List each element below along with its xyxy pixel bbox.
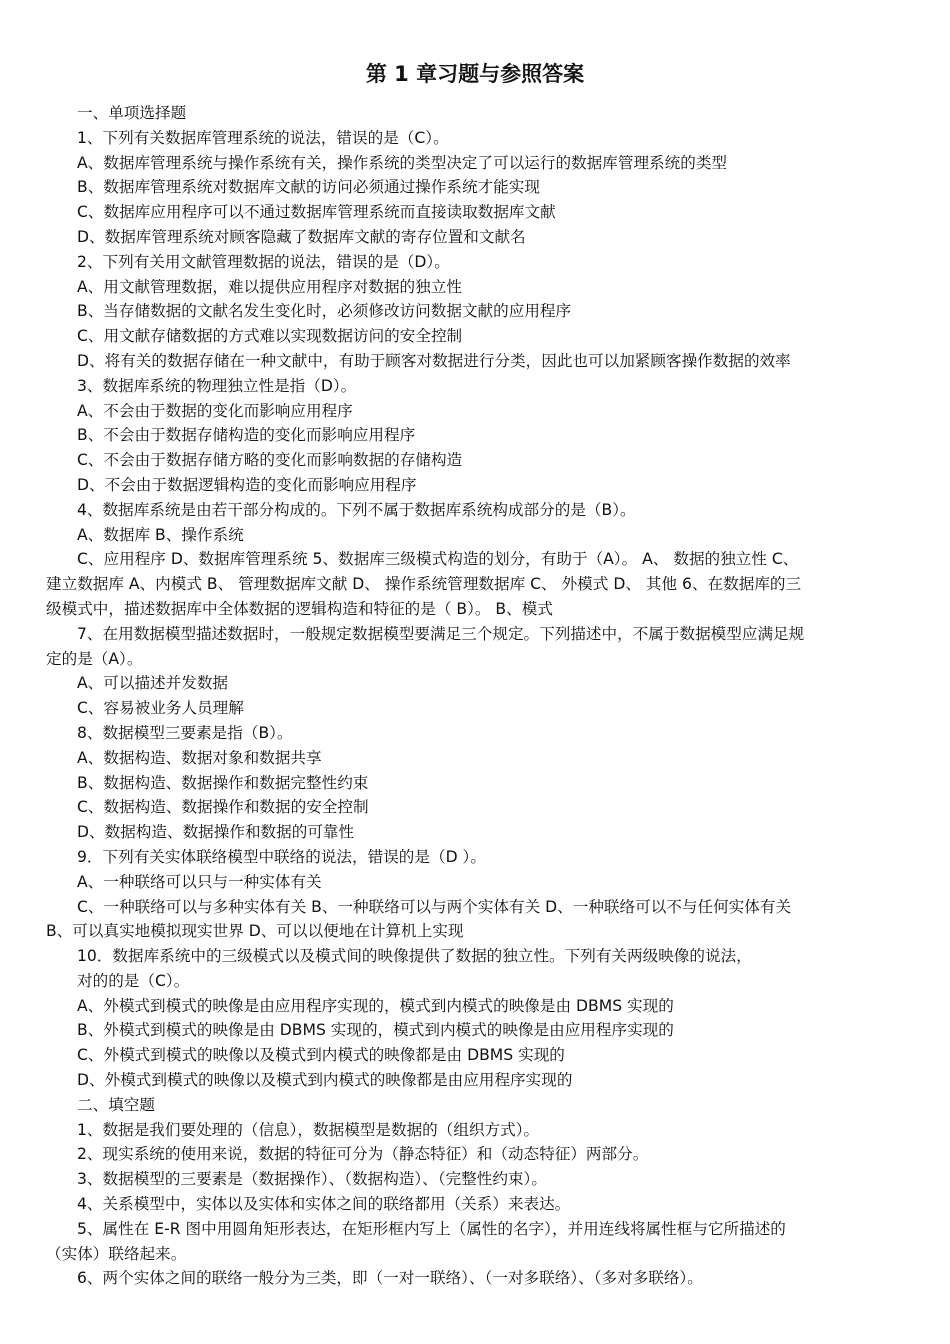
option-line: D、数据库管理系统对顾客隐藏了数据库文献的寄存位置和文献名	[77, 227, 526, 246]
wrapped-text-line: 建立数据库 A、内模式 B、 管理数据库文献 D、 操作系统管理数据库 C、 外模式 D、 其他 6、在数据库的三	[46, 575, 802, 594]
wrapped-text-line: 对的的是（C）。	[77, 971, 190, 990]
fill-in-question-1: 1、数据是我们要处理的（信息），数据模型是数据的（组织方式）。	[77, 1120, 540, 1139]
question-8: 8、数据模型三要素是指（B）。	[77, 723, 293, 742]
fill-in-question-3: 3、数据模型的三要素是（数据操作）、（数据构造）、（完整性约束）。	[77, 1170, 547, 1189]
question-4: 4、数据库系统是由若干部分构成的。下列不属于数据库系统构成部分的是（B）。	[77, 500, 636, 519]
question-3: 3、数据库系统的物理独立性是指（D）。	[77, 376, 357, 395]
option-line: A、不会由于数据的变化而影响应用程序	[77, 401, 353, 420]
option-line: A、数据库 B、操作系统	[77, 525, 244, 544]
question-10: 10．数据库系统中的三级模式以及模式间的映像提供了数据的独立性。下列有关两级映像的说法，	[77, 947, 752, 966]
option-line: C、数据库应用程序可以不通过数据库管理系统而直接读取数据库文献	[77, 203, 556, 222]
option-line: A、外模式到模式的映像是由应用程序实现的，模式到内模式的映像是由 DBMS 实现的	[77, 996, 674, 1015]
option-line: C、一种联络可以与多种实体有关 B、一种联络可以与两个实体有关 D、一种联络可以不与任何实体有关	[77, 897, 792, 916]
option-line: D、将有关的数据存储在一种文献中，有助于顾客对数据进行分类，因此也可以加紧顾客操作数据的效率	[77, 351, 791, 370]
option-line: A、数据库管理系统与操作系统有关，操作系统的类型决定了可以运行的数据库管理系统的类型	[77, 153, 728, 172]
document-body	[46, 101, 898, 1291]
option-line: A、可以描述并发数据	[77, 674, 229, 693]
wrapped-text-line: 级模式中，描述数据库中全体数据的逻辑构造和特征的是（ B）。 B、模式	[46, 599, 553, 618]
option-line: C、数据构造、数据操作和数据的安全控制	[77, 798, 369, 817]
option-line: B、数据构造、数据操作和数据完整性约束	[77, 773, 369, 792]
section-heading-single-choice: 一、单项选择题	[77, 104, 187, 122]
option-line: C、容易被业务人员理解	[77, 699, 244, 718]
option-line: C、不会由于数据存储方略的变化而影响数据的存储构造	[77, 451, 463, 470]
option-line: C、外模式到模式的映像以及模式到内模式的映像都是由 DBMS 实现的	[77, 1046, 565, 1065]
wrapped-text-line: B、可以真实地模拟现实世界 D、可以以便地在计算机上实现	[46, 922, 464, 941]
fill-in-question-5: 5、属性在 E-R 图中用圆角矩形表达，在矩形框内写上（属性的名字），并用连线将属性框与它所描述的	[77, 1219, 786, 1238]
option-line: C、应用程序 D、数据库管理系统 5、数据库三级模式构造的划分，有助于（A）。 A、 数据的独立性 C、	[77, 550, 799, 569]
fill-in-question-4: 4、关系模型中，实体以及实体和实体之间的联络都用（关系）来表达。	[77, 1195, 571, 1214]
question-1: 1、下列有关数据库管理系统的说法，错误的是（C）。	[77, 128, 449, 147]
fill-in-question-6: 6、两个实体之间的联络一般分为三类，即（一对一联络）、（一对多联络）、（多对多联络）。	[77, 1269, 703, 1288]
wrapped-text-line: 定的是（A）。	[46, 649, 143, 668]
fill-in-question-2: 2、现实系统的使用来说，数据的特征可分为（静态特征）和（动态特征）两部分。	[77, 1145, 649, 1164]
section-heading-fill-in: 二、填空题	[77, 1095, 155, 1114]
question-7: 7、在用数据模型描述数据时，一般规定数据模型要满足三个规定。下列描述中，不属于数据模型应满足规	[77, 624, 805, 643]
option-line: A、数据构造、数据对象和数据共享	[77, 748, 322, 767]
option-line: B、数据库管理系统对数据库文献的访问必须通过操作系统才能实现	[77, 178, 540, 197]
option-line: C、用文献存储数据的方式难以实现数据访问的安全控制	[77, 327, 463, 346]
option-line: D、外模式到模式的映像以及模式到内模式的映像都是由应用程序实现的	[77, 1071, 573, 1090]
option-line: B、当存储数据的文献名发生变化时，必须修改访问数据文献的应用程序	[77, 302, 572, 321]
option-line: A、一种联络可以只与一种实体有关	[77, 872, 322, 891]
option-line: D、数据构造、数据操作和数据的可靠性	[77, 823, 355, 842]
option-line: B、不会由于数据存储构造的变化而影响应用程序	[77, 426, 416, 445]
option-line: B、外模式到模式的映像是由 DBMS 实现的，模式到内模式的映像是由应用程序实现的	[77, 1021, 674, 1040]
question-9: 9．下列有关实体联络模型中联络的说法，错误的是（D ）。	[77, 847, 486, 866]
option-line: D、不会由于数据逻辑构造的变化而影响应用程序	[77, 475, 417, 494]
option-line: A、用文献管理数据，难以提供应用程序对数据的独立性	[77, 277, 462, 296]
document-title: 第 1 章习题与参照答案	[365, 62, 585, 86]
wrapped-text-line: （实体）联络起来。	[46, 1244, 187, 1263]
question-2: 2、下列有关用文献管理数据的说法，错误的是（D）。	[77, 252, 450, 271]
